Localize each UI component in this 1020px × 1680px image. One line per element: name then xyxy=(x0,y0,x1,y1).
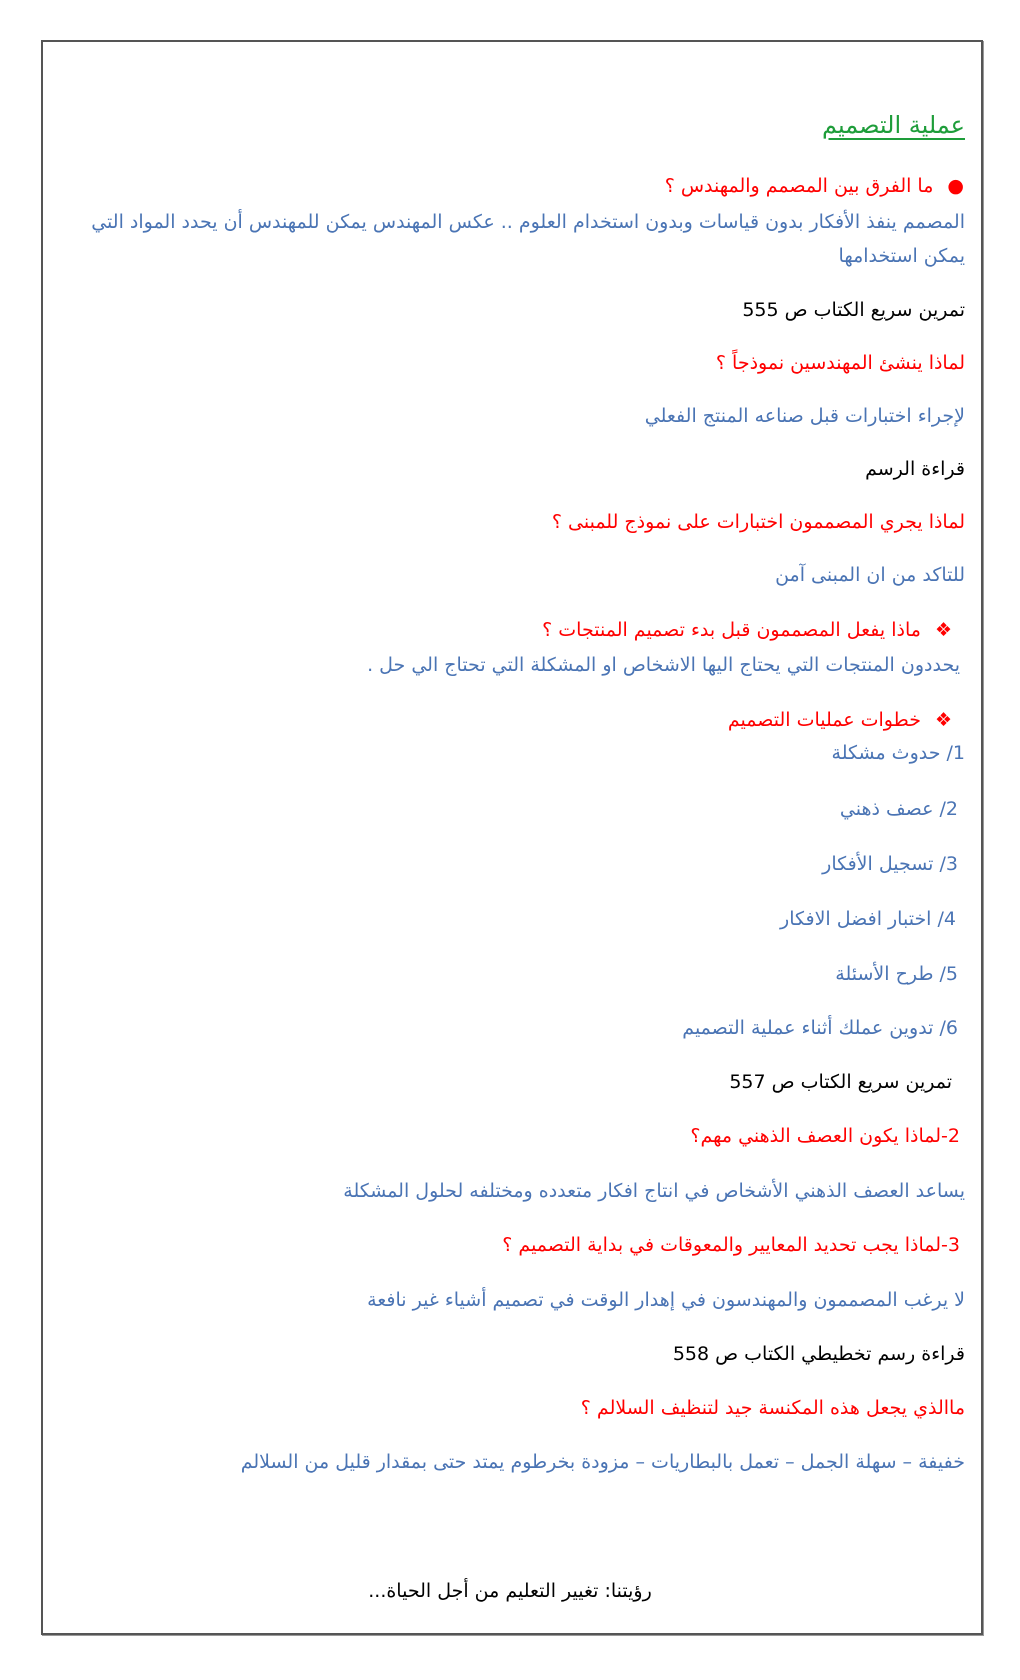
diamond-bullet-icon: ❖ xyxy=(934,709,952,731)
step-item: 5/ طرح الأسئلة xyxy=(835,963,958,985)
footer-vision: رؤيتنا: تغيير التعليم من أجل الحياة... xyxy=(368,1580,652,1602)
step-item: 1/ حدوث مشكلة xyxy=(831,742,965,764)
question-text: ما الفرق بين المصمم والمهندس ؟ xyxy=(664,175,934,197)
heading-text: خطوات عمليات التصميم xyxy=(727,709,921,731)
page-title: عملية التصميم xyxy=(821,111,965,139)
answer-designer-vs-engineer: المصمم ينفذ الأفكار بدون قياسات وبدون استخدام العلوم .. عكس المهندس يمكن للمهندس أن يحدد المواد التي يمكن استخدامها xyxy=(91,211,965,267)
diamond-bullet-icon: ❖ xyxy=(934,619,952,641)
exercise-555: تمرين سريع الكتاب ص 555 xyxy=(742,299,965,321)
question-text: ماذا يفعل المصممون قبل بدء تصميم المنتجات ؟ xyxy=(542,619,921,641)
step-item: 3/ تسجيل الأفكار xyxy=(822,853,958,875)
answer-before-design: يحددون المنتجات التي يحتاج اليها الاشخاص او المشكلة التي تحتاج الي حل . xyxy=(367,654,960,676)
step-item: 6/ تدوين عملك أثناء عملية التصميم xyxy=(682,1017,958,1039)
step-item: 4/ اختبار افضل الافكار xyxy=(780,908,956,930)
answer-brainstorm: يساعد العصف الذهني الأشخاص في انتاج افكار متعدده ومختلفه لحلول المشكلة xyxy=(343,1180,965,1202)
answer-building-tests: للتاكد من ان المبنى آمن xyxy=(775,564,965,586)
heading-design-steps xyxy=(728,707,952,733)
question-vacuum: ماالذي يجعل هذه المكنسة جيد لتنظيف السلالم ؟ xyxy=(580,1397,965,1419)
question-brainstorm: 2-لماذا يكون العصف الذهني مهم؟ xyxy=(690,1125,960,1147)
exercise-557: تمرين سريع الكتاب ص 557 xyxy=(729,1071,952,1093)
bullet-dot-icon: ● xyxy=(947,175,964,197)
question-criteria: 3-لماذا يجب تحديد المعايير والمعوقات في بداية التصميم ؟ xyxy=(502,1234,960,1256)
answer-vacuum: خفيفة – سهلة الجمل – تعمل بالبطاريات – مزودة بخرطوم يمتد حتى بمقدار قليل من السلالم xyxy=(240,1451,965,1473)
answer-prototype: لإجراء اختبارات قبل صناعه المنتج الفعلي xyxy=(644,405,965,427)
question-designer-vs-engineer xyxy=(665,173,964,199)
answer-criteria: لا يرغب المصممون والمهندسون في إهدار الوقت في تصميم أشياء غير نافعة xyxy=(367,1289,965,1311)
question-before-design xyxy=(542,617,952,643)
reading-diagram-558: قراءة رسم تخطيطي الكتاب ص 558 xyxy=(672,1343,965,1365)
step-item: 2/ عصف ذهني xyxy=(839,798,958,820)
question-building-tests: لماذا يجري المصممون اختبارات على نموذج للمبنى ؟ xyxy=(551,511,965,533)
question-prototype: لماذا ينشئ المهندسين نموذجاً ؟ xyxy=(715,352,965,374)
reading-drawing: قراءة الرسم xyxy=(865,458,965,480)
